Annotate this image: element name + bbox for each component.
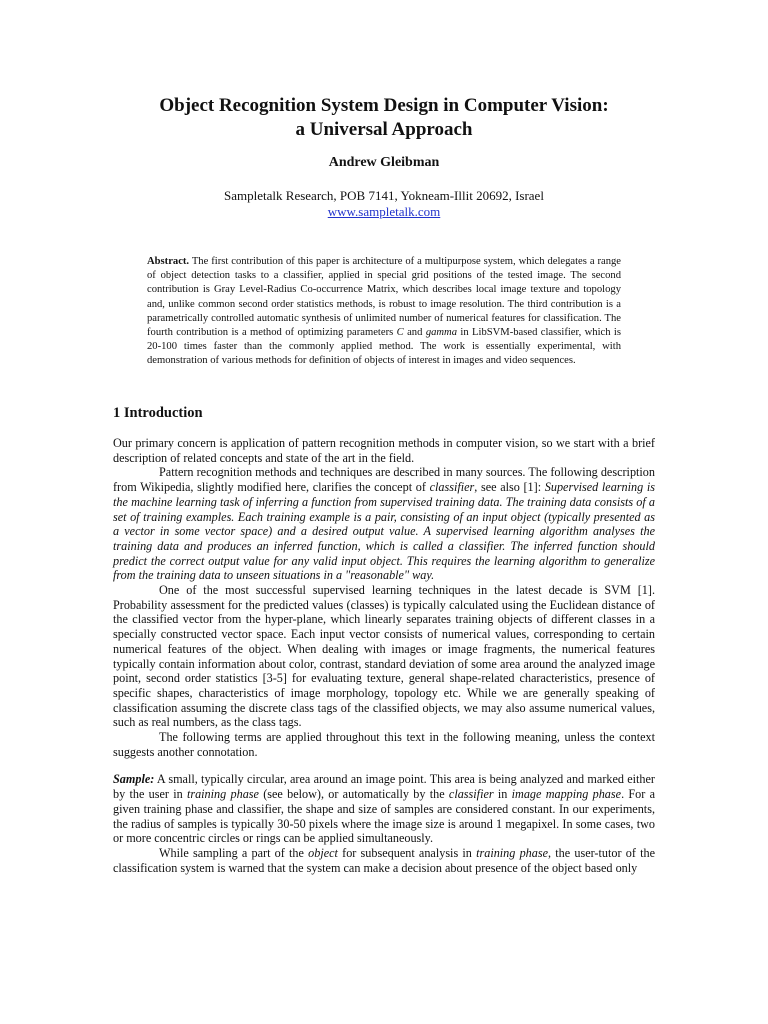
abstract-text-2: in LibSVM-based classifier, which is 20-100 times faster than the commonly applied method. The work is essentially experimental, with demonstration of various methods for definition of objects of interest in images and video sequences. (147, 327, 621, 367)
introduction-body (113, 436, 655, 875)
abstract (147, 255, 621, 369)
sample-def-text-4: . For a given training phase and classifier, the shape and size of samples are considered constant. In our experiments, the radius of samples is typically 30-50 pixels where the image size is around 1 megapixel. In some cases, two or more concentric circles or rings can be applied simultaneously. (113, 787, 655, 846)
intro-paragraph-1: Our primary concern is application of pattern recognition methods in computer vision, so we start with a brief description of related concepts and state of the art in the field. (113, 436, 655, 465)
author-name: Andrew Gleibman (328, 155, 440, 170)
intro-p2-start: Pattern recognition methods and techniques are described in many sources. The following description from Wikipedia, slightly modified here, clarifies the concept of (113, 465, 655, 495)
author-website (0, 204, 768, 220)
sample-def-text-1: A small, typically circular, area around an image point. This area is being analyzed and marked either by the user in (113, 772, 655, 802)
website-link[interactable]: www.sampletalk.com (327, 204, 441, 219)
abstract-text-1: The first contribution of this paper is architecture of a multipurpose system, which delegates a range of object detection tasks to a classifier, applied in special grid positions of the tested image. The second contribution is Gray Level-Radius Co-occurrence Matrix, which describes local image texture and topology and, unlike common second order statistics methods, is robust to image resolution. The third contribution is a parametrically controlled automatic synthesis of unlimited number of numerical features for classification. The fourth contribution is a method of optimizing parameters (147, 256, 621, 339)
intro-p2-quote: Supervised learning is the machine learning task of inferring a function from supervised training data. The training data consists of a set of training examples. Each training example is a pair, consisting of an input object (typically presented as a vector in some vector space) and a desired output value. A supervised learning algorithm analyses the training data and produces an inferred function, which is called a classifier. The inferred function should predict the correct output value for any valid input object. This requires the learning algorithm to generalize from the training data to unseen situations in a "reasonable" way. (113, 480, 656, 583)
abstract-and: and (403, 327, 426, 339)
sample-term: Sample: (113, 772, 155, 787)
abstract-label: Abstract. (147, 256, 190, 267)
paper-title-line-1: Object Recognition System Design in Computer Vision: (159, 95, 609, 116)
sample-def-text-2: (see below), or automatically by the (258, 787, 449, 802)
sample-p2-text-2: for subsequent analysis in (337, 845, 477, 860)
paper-title-line-2: a Universal Approach (295, 119, 473, 140)
sample-paragraph-2 (113, 846, 655, 875)
sample-def-image-mapping-phase: image mapping phase (511, 787, 622, 802)
sample-p2-text-1: While sampling a part of the (159, 845, 309, 860)
intro-paragraph-2 (113, 465, 655, 583)
sample-p2-text-3: , the user-tutor of the classification system is warned that the system can make a decision about presence of the object based only (113, 845, 655, 875)
intro-paragraph-4: The following terms are applied throughout this text in the following meaning, unless the context suggests another connotation. (113, 730, 655, 759)
sample-p2-training-phase: training phase (476, 845, 549, 860)
section-heading-introduction: 1 Introduction (113, 405, 203, 421)
intro-paragraph-3: One of the most successful supervised learning techniques in the latest decade is SVM [1]. Probability assessment for the predicted values (classes) is typically calculated using the Euclidean distance of the classified vector from the hyper-plane, which linearly separates training objects of different classes in a specially constructed vector space. Each input vector consists of numerical values, corresponding to certain numerical features of the object. When dealing with images or image fragments, the numerical features typically contain information about color, contrast, standard deviation of some area around the analyzed image point, second order statistics [3-5] for evaluating texture, general shape-related characteristics, presence of specific shapes, characteristics of image morphology, topology etc. While we are generally speaking of classification assuming the discrete class tags of the classified objects, we may also assume numerical values, such as real numbers, as the class tags. (113, 583, 655, 730)
intro-p2-mid: , see also [1]: (474, 480, 545, 495)
sample-definition (113, 772, 655, 846)
sample-p2-object: object (308, 845, 338, 860)
sample-def-text-3: in (493, 787, 512, 802)
author-affiliation: Sampletalk Research, POB 7141, Yokneam-Illit 20692, Israel (224, 188, 544, 203)
sample-def-training-phase: training phase (186, 787, 259, 802)
abstract-param-gamma: gamma (425, 327, 458, 339)
intro-p2-classifier: classifier (429, 480, 475, 495)
sample-def-classifier: classifier (448, 787, 494, 802)
abstract-param-c: C (396, 327, 404, 339)
